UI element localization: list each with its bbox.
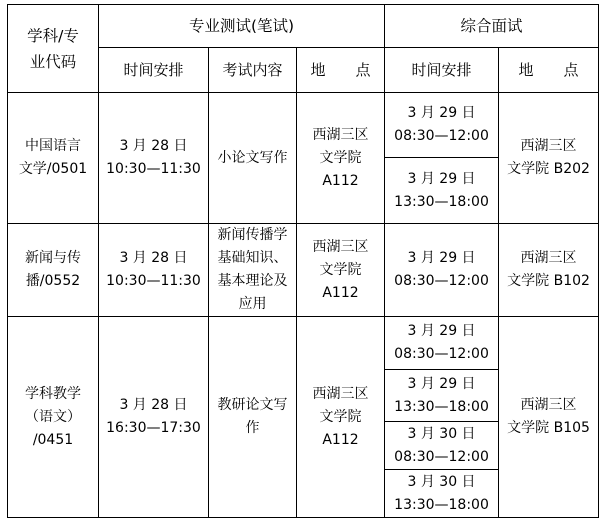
header-written-location: 地 点 <box>297 48 385 93</box>
exam-location-cell: 西湖三区 文学院 A112 <box>297 93 385 224</box>
exam-time-cell: 3 月 28 日 10:30—11:30 <box>99 224 209 317</box>
exam-content-cell: 教研论文写 作 <box>209 317 297 518</box>
exam-content-cell: 新闻传播学 基础知识、 基本理论及 应用 <box>209 224 297 317</box>
interview-location-cell: 西湖三区 文学院 B202 <box>499 93 599 224</box>
subject-cell: 中国语言 文学/0501 <box>8 93 99 224</box>
interview-time-cell: 3 月 30 日 08:30—12:00 <box>385 422 499 470</box>
subject-cell: 新闻与传 播/0552 <box>8 224 99 317</box>
exam-content-cell: 小论文写作 <box>209 93 297 224</box>
exam-time-cell: 3 月 28 日 10:30—11:30 <box>99 93 209 224</box>
interview-time-cell: 3 月 29 日 08:30—12:00 <box>385 224 499 317</box>
header-subject: 学科/专 业代码 <box>8 5 99 93</box>
exam-location-cell: 西湖三区 文学院 A112 <box>297 317 385 518</box>
header-written-time: 时间安排 <box>99 48 209 93</box>
interview-time-cell: 3 月 29 日 13:30—18:00 <box>385 370 499 422</box>
interview-time-cell: 3 月 29 日 08:30—12:00 <box>385 93 499 158</box>
table-row <box>8 93 599 158</box>
table-row <box>8 224 599 317</box>
interview-location-cell: 西湖三区 文学院 B105 <box>499 317 599 518</box>
header-written-exam: 专业测试(笔试) <box>99 5 385 48</box>
interview-time-cell: 3 月 29 日 08:30—12:00 <box>385 317 499 370</box>
header-written-content: 考试内容 <box>209 48 297 93</box>
header-interview-time: 时间安排 <box>385 48 499 93</box>
header-interview-location: 地 点 <box>499 48 599 93</box>
table-row <box>8 317 599 370</box>
header-row-1 <box>8 5 599 48</box>
header-interview: 综合面试 <box>385 5 599 48</box>
interview-location-cell: 西湖三区 文学院 B102 <box>499 224 599 317</box>
exam-time-cell: 3 月 28 日 16:30—17:30 <box>99 317 209 518</box>
exam-location-cell: 西湖三区 文学院 A112 <box>297 224 385 317</box>
exam-schedule-table <box>7 4 599 518</box>
interview-time-cell: 3 月 29 日 13:30—18:00 <box>385 158 499 224</box>
subject-cell: 学科教学 （语文） /0451 <box>8 317 99 518</box>
interview-time-cell: 3 月 30 日 13:30—18:00 <box>385 470 499 518</box>
